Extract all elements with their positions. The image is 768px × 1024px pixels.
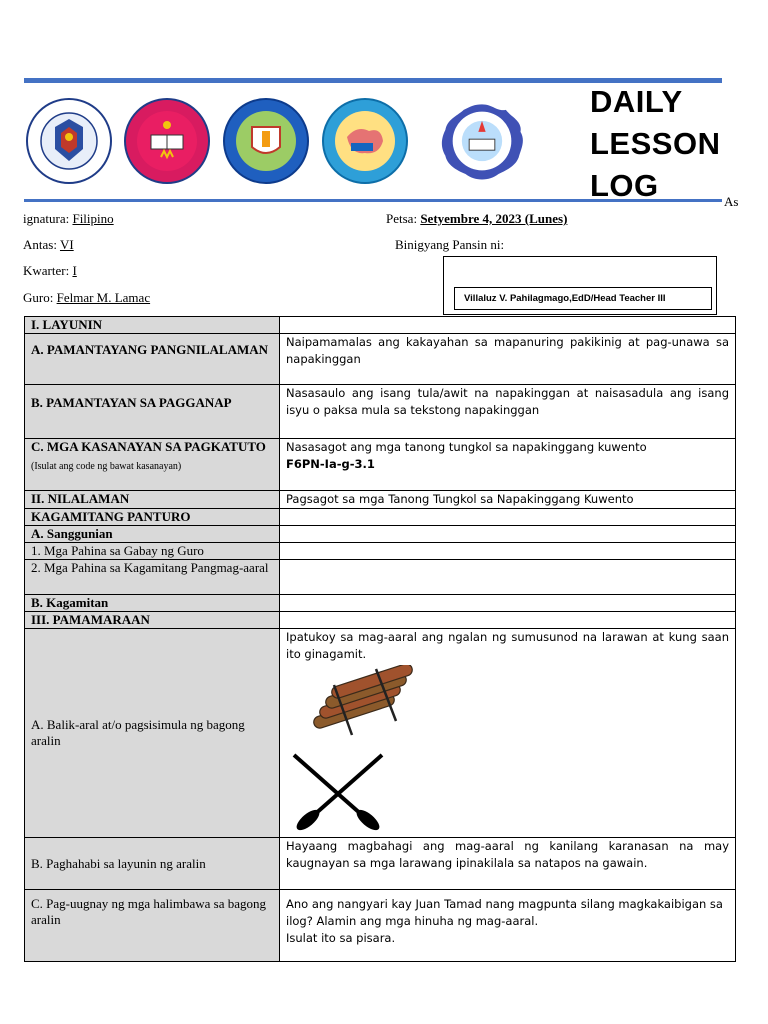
banuang-elementary-school-logo bbox=[438, 97, 526, 185]
title-log: LOG bbox=[590, 168, 659, 203]
kasanayan-text: Nasasagot ang mga tanong tungkol sa napakinggang kuwento bbox=[286, 440, 647, 454]
date-value: Setyembre 4, 2023 (Lunes) bbox=[420, 211, 568, 226]
deped-seal-icon bbox=[25, 97, 113, 185]
grade-field bbox=[23, 237, 74, 253]
cell-empty bbox=[280, 526, 736, 543]
quarter-value: I bbox=[72, 263, 77, 278]
row-label-pamantayang-pangnilalaman: A. PAMANTAYANG PANGNILALAMAN bbox=[25, 334, 280, 385]
table-row bbox=[25, 890, 736, 962]
deped-region-iv-mimaropa-logo bbox=[123, 97, 211, 185]
quarter-label: Kwarter: bbox=[23, 263, 73, 278]
row-label-kagamitan: B. Kagamitan bbox=[25, 595, 280, 612]
cell-empty bbox=[280, 543, 736, 560]
lesson-log-table bbox=[24, 316, 736, 962]
teacher-label: Guro: bbox=[23, 290, 57, 305]
cell-empty bbox=[280, 612, 736, 629]
row-value-paghahabi: Hayaang magbahagi ang mag-aaral ng kanilang karanasan na may kaugnayan sa mga larawang ipinakilala sa natapos na gawain. bbox=[280, 838, 736, 890]
table-row bbox=[25, 612, 736, 629]
trailing-as-text: As bbox=[724, 194, 739, 209]
kasanayan-code: F6PN-Ia-g-3.1 bbox=[286, 457, 375, 471]
noted-by-label: Binigyang Pansin ni: bbox=[395, 237, 505, 252]
row-value-kasanayan bbox=[280, 439, 736, 491]
pag-uugnay-instruction: Isulat ito sa pisara. bbox=[286, 931, 396, 945]
bamboo-raft-icon bbox=[304, 665, 424, 741]
row-value-balik-aral bbox=[280, 629, 736, 838]
section-kagamitang-panturo: KAGAMITANG PANTURO bbox=[25, 509, 280, 526]
row-value-pamantayang-pangnilalaman: Naipamamalas ang kakayahan sa mapanuring pakikinig at pag-unawa sa napakinggan bbox=[280, 334, 736, 385]
table-row bbox=[25, 317, 736, 334]
table-row bbox=[25, 509, 736, 526]
row-value-pag-uugnay bbox=[280, 890, 736, 962]
grade-value: VI bbox=[59, 237, 74, 252]
table-row bbox=[25, 334, 736, 385]
cell-empty bbox=[280, 595, 736, 612]
table-row bbox=[25, 526, 736, 543]
title-daily: DAILY bbox=[590, 84, 683, 119]
table-row bbox=[25, 629, 736, 838]
quarter-field bbox=[23, 263, 77, 279]
subject-label: ignatura: bbox=[23, 211, 73, 226]
row-value-nilalaman: Pagsagot sa mga Tanong Tungkol sa Napakinggang Kuwento bbox=[280, 491, 736, 509]
district-of-gasan-logo bbox=[321, 97, 409, 185]
subject-value: Filipino bbox=[72, 211, 114, 226]
row-label-kagamitang-pangmag-aaral: 2. Mga Pahina sa Kagamitang Pangmag-aaral bbox=[25, 560, 280, 595]
row-label-balik-aral: A. Balik-aral at/o pagsisimula ng bagong aralin bbox=[25, 629, 280, 838]
row-label-gabay-ng-guro: 1. Mga Pahina sa Gabay ng Guro bbox=[25, 543, 280, 560]
deped-marinduque-division-logo bbox=[222, 97, 310, 185]
balik-aral-text: Ipatukoy sa mag-aaral ang ngalan ng sumusunod na larawan at kung saan ito ginagamit. bbox=[286, 630, 729, 661]
table-row bbox=[25, 543, 736, 560]
section-pamamaraan: III. PAMAMARAAN bbox=[25, 612, 280, 629]
title-lesson: LESSON bbox=[590, 126, 721, 161]
table-row bbox=[25, 595, 736, 612]
cell-empty bbox=[280, 317, 736, 334]
kasanayan-note: (Isulat ang code ng bawat kasanayan) bbox=[31, 461, 182, 472]
row-label-sanggunian: A. Sanggunian bbox=[25, 526, 280, 543]
grade-label: Antas: bbox=[23, 237, 60, 252]
cell-empty bbox=[280, 560, 736, 595]
kasanayan-label: C. MGA KASANAYAN SA PAGKATUTO bbox=[31, 439, 266, 454]
section-layunin: I. LAYUNIN bbox=[25, 317, 280, 334]
subject-field bbox=[23, 211, 114, 227]
section-nilalaman: II. NILALAMAN bbox=[25, 491, 280, 509]
pag-uugnay-text: Ano ang nangyari kay Juan Tamad nang magpunta silang magkakaibigan sa ilog? Alamin ang mga hinuha ng mag-aaral. bbox=[286, 897, 723, 928]
table-row bbox=[25, 838, 736, 890]
date-field bbox=[386, 211, 567, 227]
noted-by-name: Villaluz V. Pahilagmago,EdD/Head Teacher III bbox=[454, 287, 712, 310]
table-row bbox=[25, 491, 736, 509]
teacher-field bbox=[23, 290, 150, 306]
row-value-pamantayan-sa-pagganap: Nasasaulo ang isang tula/awit na napakinggan at naisasadula ang isang isyu o paksa mula sa tekstong napakinggan bbox=[280, 385, 736, 439]
row-label-pamantayan-sa-pagganap: B. PAMANTAYAN SA PAGGANAP bbox=[25, 385, 280, 439]
table-row bbox=[25, 385, 736, 439]
crossed-paddles-icon bbox=[288, 749, 388, 831]
teacher-value: Felmar M. Lamac bbox=[56, 290, 151, 305]
row-label-kasanayan bbox=[25, 439, 280, 491]
table-row bbox=[25, 439, 736, 491]
row-label-paghahabi: B. Paghahabi sa layunin ng aralin bbox=[25, 838, 280, 890]
header-top-rule bbox=[24, 78, 722, 83]
date-label: Petsa: bbox=[386, 211, 421, 226]
row-label-pag-uugnay: C. Pag-uugnay ng mga halimbawa sa bagong aralin bbox=[25, 890, 280, 962]
cell-empty bbox=[280, 509, 736, 526]
table-row bbox=[25, 560, 736, 595]
